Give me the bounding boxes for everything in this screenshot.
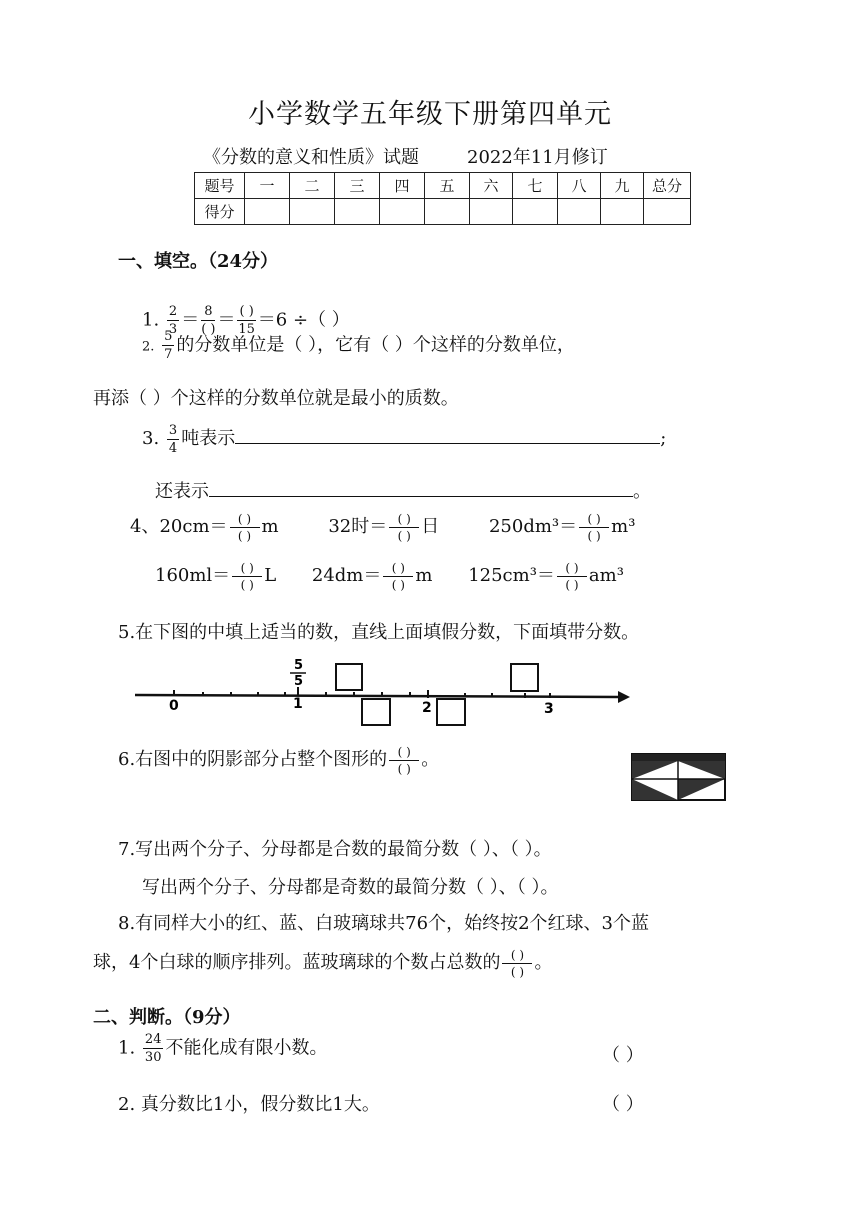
denominator-blank[interactable]: ( ): [240, 577, 254, 592]
equals-sign: ＝: [217, 309, 236, 331]
score-cell[interactable]: [380, 199, 425, 225]
question-number: 4、: [130, 516, 160, 537]
conversion-text: 32时＝: [328, 516, 388, 537]
question-text: 真分数比1小，假分数比1大。: [140, 1094, 380, 1115]
question-text: 6.右图中的阴影部分占整个图形的: [118, 749, 388, 770]
question-1-5: 5.在下图的中填上适当的数，直线上面填假分数，下面填带分数。: [118, 622, 640, 643]
score-header-cell: 八: [558, 173, 601, 199]
fraction: [162, 330, 174, 361]
score-cell[interactable]: [601, 199, 644, 225]
question-1-7-line-1: 7.写出两个分子、分母都是合数的最简分数（ ）、（ ）。: [118, 839, 552, 860]
numerator: 5: [164, 329, 173, 344]
denominator-blank[interactable]: ( ): [565, 577, 579, 592]
denominator-blank[interactable]: ( ): [391, 577, 405, 592]
score-cell[interactable]: [425, 199, 470, 225]
question-number: 2.: [142, 339, 155, 355]
score-header-cell: 一: [245, 173, 290, 199]
score-table-row: [195, 199, 691, 225]
question-1-6: [118, 745, 439, 775]
numerator-blank[interactable]: ( ): [383, 562, 413, 577]
denominator-blank[interactable]: ( ): [237, 528, 252, 543]
score-cell[interactable]: [335, 199, 380, 225]
numerator-blank[interactable]: ( ): [239, 304, 254, 319]
number-line-label: 0: [169, 698, 179, 714]
conversion-text: 160ml＝: [155, 565, 231, 586]
question-1-8-line-2: [93, 948, 552, 978]
question-1-2: [142, 330, 575, 361]
number-line-label: 3: [544, 701, 554, 717]
answer-parens[interactable]: （ ）: [602, 1094, 644, 1115]
numerator-blank[interactable]: ( ): [389, 746, 419, 761]
fraction-blank[interactable]: [389, 746, 419, 775]
page-title: 小学数学五年级下册第四单元: [248, 99, 612, 130]
fraction-blank[interactable]: [230, 513, 260, 542]
score-header-cell: 五: [425, 173, 470, 199]
subtitle-text: 《分数的意义和性质》试题: [203, 147, 419, 168]
question-number: 1.: [118, 1037, 136, 1059]
question-1-7-line-2: 写出两个分子、分母都是奇数的最简分数（ ）、（ ）。: [142, 877, 559, 898]
denominator-blank[interactable]: ( ): [397, 528, 411, 543]
fraction-blank[interactable]: [383, 562, 413, 591]
answer-box-above[interactable]: [511, 664, 538, 691]
answer-parens[interactable]: （ ）: [602, 1045, 644, 1066]
score-cell[interactable]: [470, 199, 513, 225]
number-line-fraction-denominator: 5: [294, 674, 304, 689]
score-cell[interactable]: [558, 199, 601, 225]
number-line: [130, 655, 635, 730]
numerator-blank[interactable]: ( ): [232, 562, 262, 577]
numerator-blank[interactable]: ( ): [389, 513, 419, 528]
revision-date: 2022年11月修订: [467, 147, 608, 168]
numerator: 3: [168, 422, 178, 438]
score-header-cell: 题号: [195, 173, 245, 199]
numerator: 24: [144, 1032, 162, 1047]
denominator: 7: [164, 347, 173, 362]
numerator-blank[interactable]: ( ): [502, 949, 532, 964]
answer-line[interactable]: [209, 476, 633, 497]
punctuation: 。: [633, 481, 651, 502]
page-subtitle: [203, 143, 608, 169]
question-1-4-row-1: [130, 512, 635, 542]
score-header-cell: 四: [380, 173, 425, 199]
question-1-3: [142, 423, 666, 455]
score-cell[interactable]: [513, 199, 558, 225]
score-table-header-row: [195, 173, 691, 199]
score-cell[interactable]: [245, 199, 290, 225]
answer-line[interactable]: [235, 423, 660, 444]
conversion-text: 24dm＝: [311, 565, 382, 586]
numerator-blank[interactable]: ( ): [230, 513, 260, 528]
question-number: 2.: [118, 1094, 136, 1115]
question-2-1: [118, 1033, 327, 1064]
unit: am³: [588, 565, 624, 586]
denominator-blank[interactable]: ( ): [397, 761, 411, 776]
fraction-blank[interactable]: [502, 949, 532, 978]
fraction: [167, 424, 179, 455]
question-text: 还表示: [155, 481, 209, 502]
score-header-cell: 总分: [644, 173, 691, 199]
conversion-text: 250dm³＝: [488, 516, 578, 537]
conversion-text: 20cm＝: [159, 516, 228, 537]
denominator: 4: [168, 440, 178, 456]
score-header-cell: 二: [290, 173, 335, 199]
unit: L: [264, 565, 277, 586]
question-text: 的分数单位是（ ），它有（ ）个这样的分数单位，: [176, 334, 575, 356]
denominator-blank[interactable]: ( ): [510, 964, 525, 979]
denominator: 3: [168, 322, 178, 337]
numerator-blank[interactable]: ( ): [579, 513, 609, 528]
numerator-blank[interactable]: ( ): [557, 562, 587, 577]
score-header-cell: 七: [513, 173, 558, 199]
fraction: [143, 1033, 164, 1064]
section-2-heading: 二、判断。（9分）: [93, 1007, 241, 1028]
section-1-heading: 一、填空。（24分）: [118, 251, 279, 272]
number-line-label: 2: [422, 700, 432, 716]
question-number: 1.: [142, 309, 160, 331]
answer-box-above[interactable]: [336, 664, 362, 690]
denominator: 30: [144, 1050, 162, 1065]
score-row-label: 得分: [195, 199, 245, 225]
question-text: 不能化成有限小数。: [165, 1037, 328, 1059]
fraction-blank[interactable]: [389, 513, 419, 542]
division-blank[interactable]: ＝6 ÷（ ）: [257, 309, 350, 331]
score-header-cell: 六: [470, 173, 513, 199]
numerator: 8: [201, 305, 215, 321]
denominator-blank[interactable]: ( ): [201, 322, 216, 337]
score-header-cell: 九: [601, 173, 644, 199]
score-header-cell: 三: [335, 173, 380, 199]
question-1-4-row-2: [155, 561, 624, 591]
equals-sign: ＝: [181, 309, 200, 331]
question-text: 吨表示: [181, 428, 236, 449]
fraction-blank[interactable]: [579, 513, 609, 542]
punctuation: 。: [421, 749, 440, 770]
question-2-2: [118, 1090, 380, 1116]
conversion-text: 125cm³＝: [468, 565, 555, 586]
score-cell[interactable]: [290, 199, 335, 225]
answer-box-below[interactable]: [437, 699, 465, 725]
unit: m: [261, 516, 279, 537]
unit: m: [415, 565, 433, 586]
answer-box-below[interactable]: [362, 699, 390, 725]
denominator: 15: [238, 322, 255, 337]
unit: 日: [421, 516, 440, 537]
score-table: [194, 172, 691, 225]
unit: m³: [611, 516, 636, 537]
question-1-3-cont: [155, 476, 651, 503]
question-number: 3.: [142, 428, 160, 449]
number-line-label: 1: [293, 696, 303, 712]
fraction-blank[interactable]: [557, 562, 587, 591]
punctuation: 。: [534, 952, 553, 973]
numerator: 2: [168, 304, 178, 319]
question-1-8-line-1: 8.有同样大小的红、蓝、白玻璃球共76个，始终按2个红球、3个蓝: [118, 913, 649, 934]
question-text: 球，4个白球的顺序排列。蓝玻璃球的个数占总数的: [93, 952, 501, 973]
punctuation: ;: [660, 428, 667, 449]
question-1-2-cont: 再添（ ）个这样的分数单位就是最小的质数。: [93, 388, 459, 409]
number-line-fraction-numerator: 5: [294, 658, 304, 673]
score-cell[interactable]: [644, 199, 691, 225]
fraction-blank[interactable]: [232, 562, 262, 591]
shaded-figure: [630, 752, 727, 802]
denominator-blank[interactable]: ( ): [587, 528, 601, 543]
